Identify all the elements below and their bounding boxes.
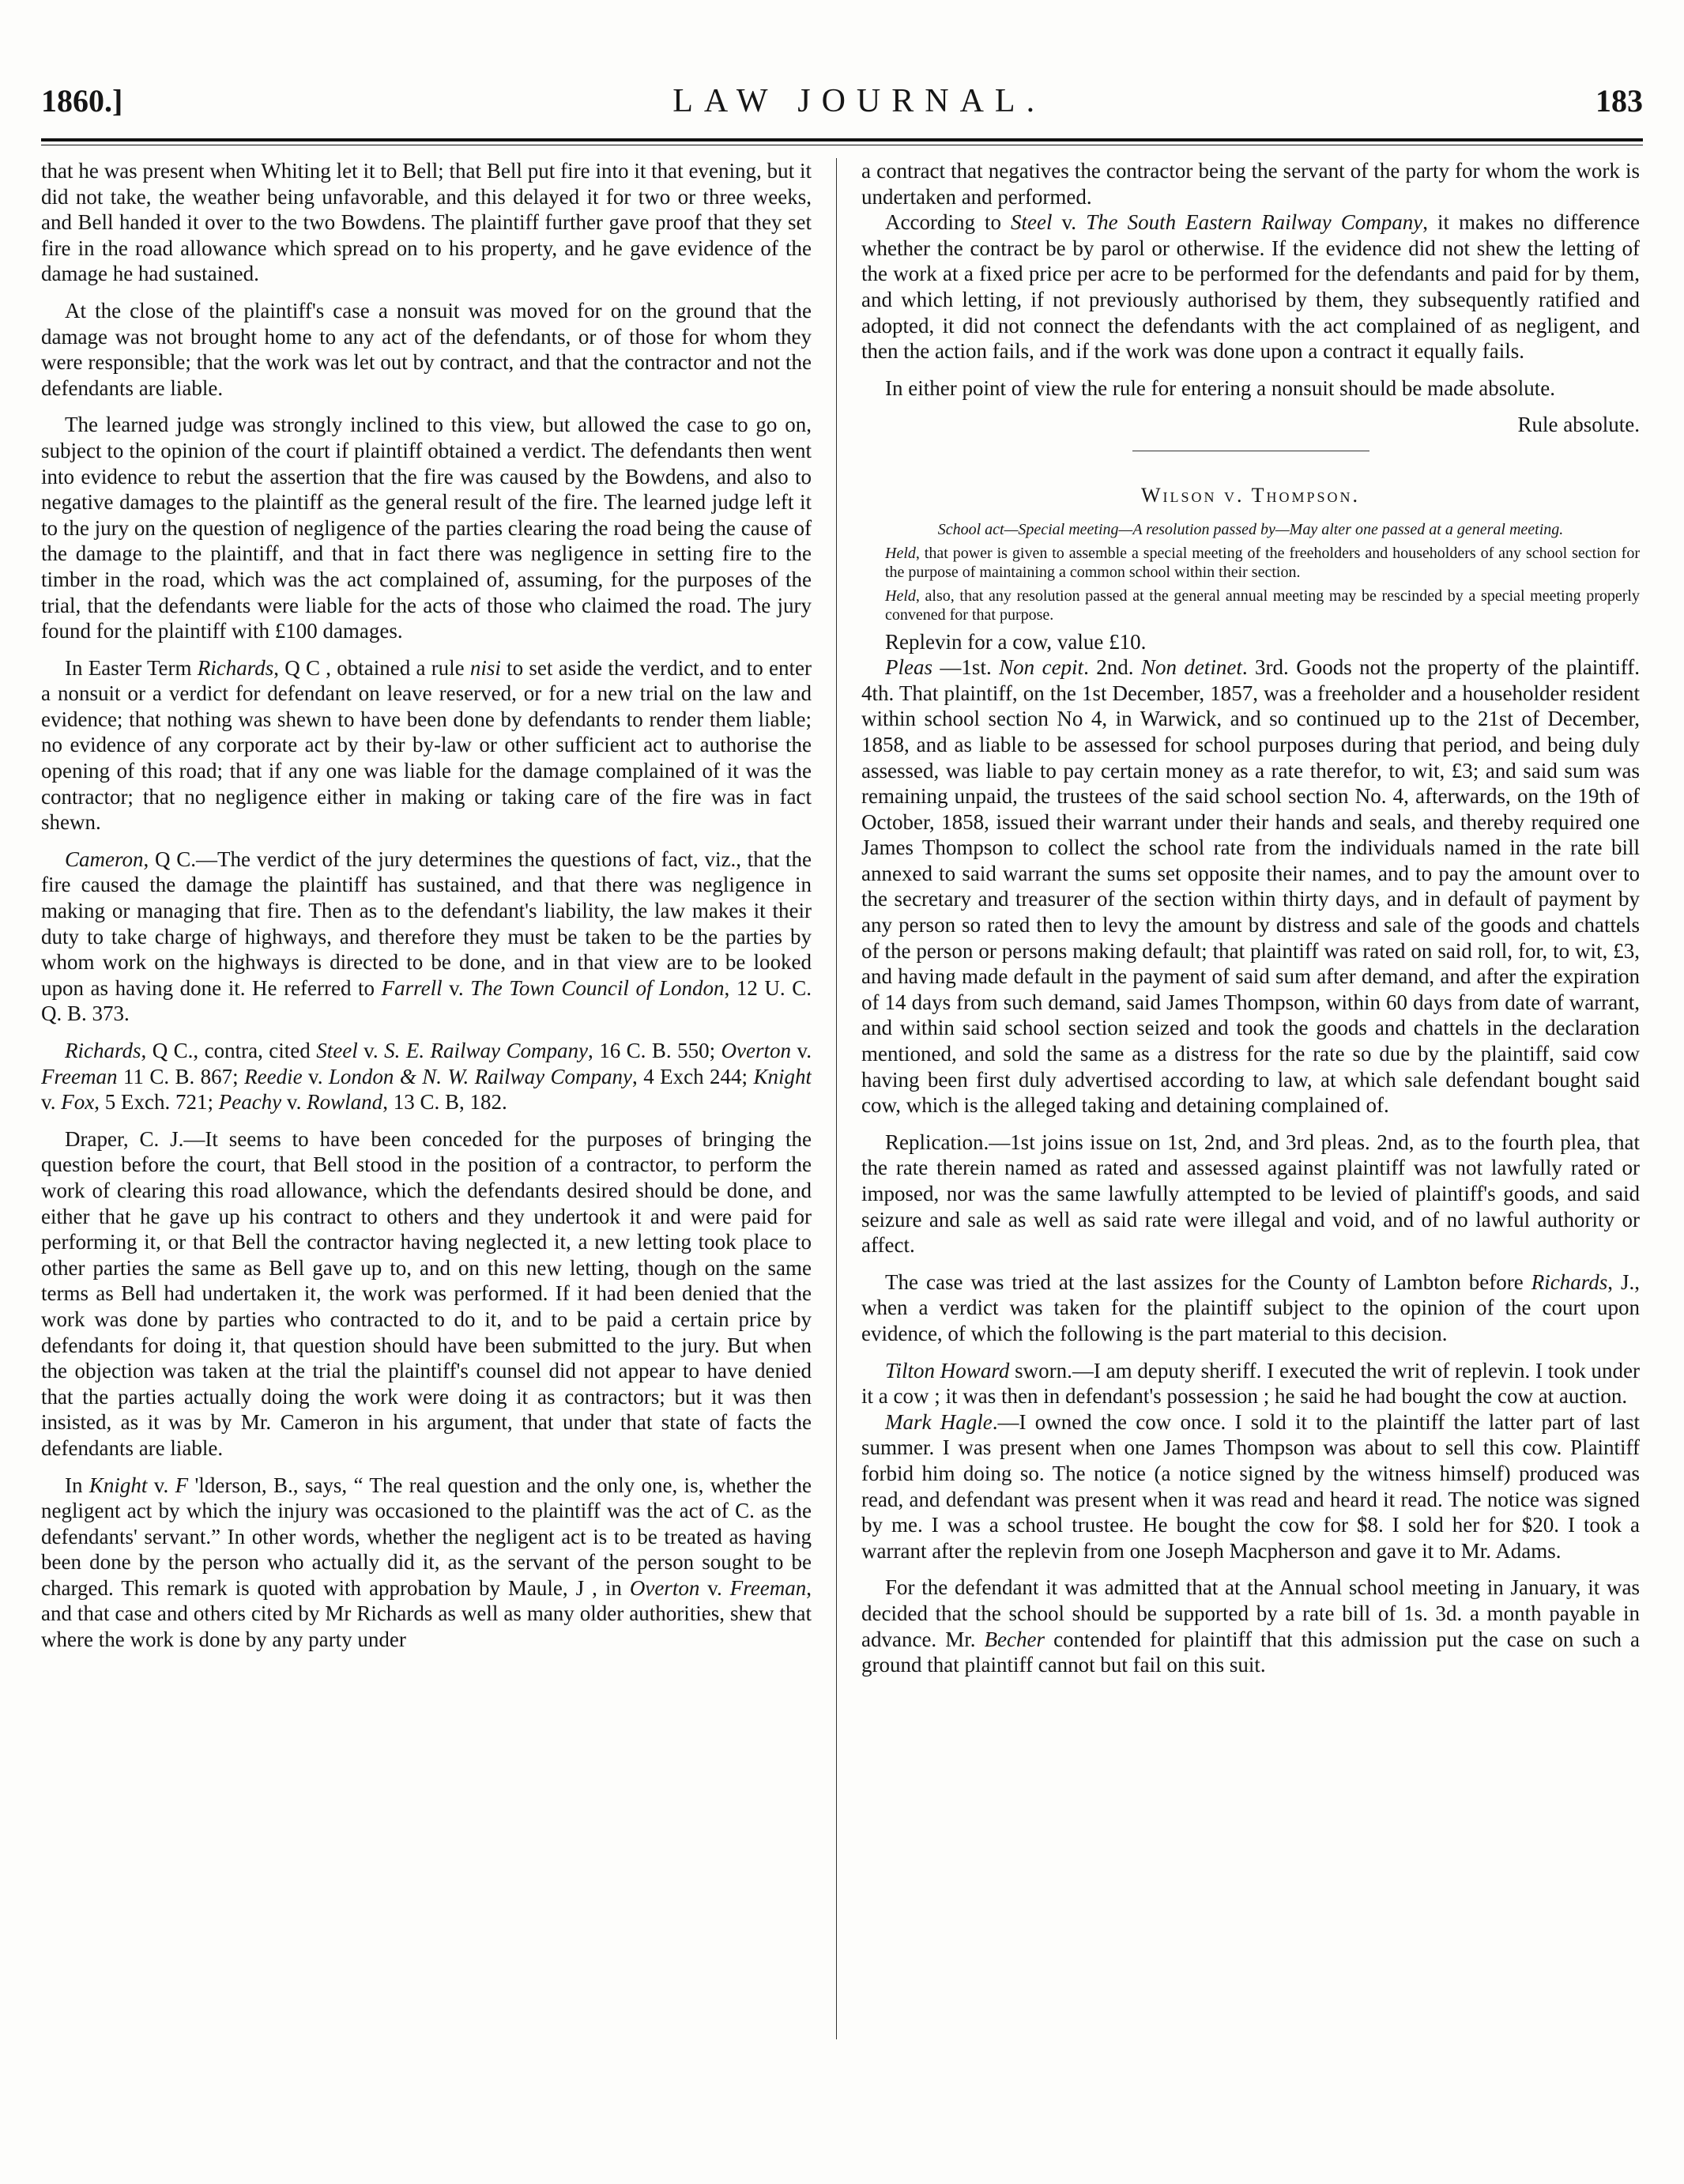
- italic-run: Peachy: [218, 1090, 282, 1115]
- paragraph: [41, 1126, 812, 1462]
- text-run: 11 C. B. 867;: [117, 1064, 245, 1088]
- text-run: v.: [357, 1039, 385, 1062]
- italic-run: Steel: [316, 1039, 358, 1062]
- text-run: For the defendant it was admitted that at the Annual school meeting in January, it was decided that the school should be supported by a rate bill of 1s. 3d. a month payable in advance. Mr.: [861, 1575, 1640, 1651]
- text-run: 'lderson, B., says, “ The real question and the only one, is, whether the negligent act by which the injury was occasioned to the plaintiff was the act of C. as the defendants' servant.” In other words, whether the negligent act is to be treated as having been done by the person who actually did it, as the servant of the person sought to be charged. This remark is quoted with approbation by Maule, J , in: [41, 1473, 812, 1600]
- italic-run: Steel: [1011, 210, 1053, 235]
- text-run: , Q C., contra, cited: [141, 1039, 317, 1062]
- paragraph: [41, 847, 812, 1027]
- text-run: . 2nd.: [1083, 655, 1141, 680]
- italic-run: F: [175, 1473, 189, 1497]
- text-run: v.: [442, 975, 471, 1000]
- paragraph: [861, 1575, 1640, 1677]
- text-run: . 3rd. Goods not the property of the plaintiff. 4th. That plaintiff, on the 1st December, 1857, was a freeholder and a householder resident within school section No 4, in Warwick, and so continued up to the 21st of December, 1858, and as liable to be assessed for school purposes during that period, and being duly assessed, was liable to pay certain money as a rate therefor, to wit, £3; and said sum was remaining unpaid, the trustees of the said school section No. 4, afterwards, on the 19th of October, 1858, issued their warrant under their hands and seals, and thereby required one James Thompson to collect the school rate from the individuals named in the rate bill annexed to said warrant the sums set opposite their names, and to pay the amount over to the secretary and treasurer of the section within thirty days, and in default of payment by any person so rated then to levy the amount by distress and sale of the goods and chattels of the person or persons making default; that plaintiff was rated on said roll, for, to wit, £3, and having made default in the payment of said sum after demand, and after the expiration of 14 days from such demand, said James Thompson, within 60 days from date of warrant, and within said school section seized and took the goods and chattels in the declaration mentioned, and sold the same as a distress for the rate so due by the plaintiff, said cow having been first duly advertised according to law, at which sale defendant bought said cow, which is the alleged taking and detaining complained of.: [861, 655, 1640, 1118]
- italic-run: Non cepit: [999, 655, 1084, 680]
- italic-run: Mark Hagle: [885, 1409, 993, 1434]
- paragraph: [861, 209, 1640, 364]
- paragraph: [861, 654, 1640, 1118]
- paragraph: [41, 655, 812, 836]
- text-run: Replevin for a cow, value £10.: [885, 629, 1147, 654]
- italic-run: Pleas: [885, 655, 932, 680]
- text-run: v.: [41, 1090, 62, 1115]
- italic-run: Overton: [721, 1039, 792, 1062]
- italic-run: Richards: [197, 655, 274, 680]
- held-note: [861, 544, 1640, 582]
- text-run: v.: [302, 1064, 329, 1088]
- text-run: , 12 U. C. Q. B. 373.: [41, 975, 812, 1026]
- text-run: , and that case and others cited by Mr Richards as well as many older authorities, shew that where the work is done by any party under: [41, 1575, 812, 1652]
- italic-run: Overton: [629, 1575, 700, 1600]
- italic-run: Freeman: [41, 1064, 118, 1088]
- italic-run: Tilton Howard: [885, 1358, 1010, 1382]
- text-run: , Q C.—The verdict of the jury determines the questions of fact, viz., that the fire caused the damage the plaintiff has sustained, and that there was negligence in making or managing that fire. Then as to the defendant's liability, the law makes it their duty to take charge of highways, and therefore they must be taken to be the parties by whom work on the highways is directed to be done, and in that view are to be looked upon as having done it. He referred to: [41, 847, 812, 1000]
- headnote: School act—Special meeting—A resolution passed by—May alter one passed at a general meeting.: [937, 520, 1564, 538]
- italic-run: Knight: [753, 1064, 812, 1088]
- italic-run: Fox: [61, 1090, 95, 1115]
- header-year: 1860.]: [41, 83, 123, 119]
- paragraph: [41, 1473, 812, 1653]
- italic-run: Richards: [65, 1039, 141, 1062]
- text-run: that he was present when Whiting let it to Bell; that Bell put fire into it that evening, but it did not take, the weather being unfavorable, and this delayed it for two or three weeks, and Bell handed it over to the two Bowdens. The plaintiff further gave proof that they set fire in the road allowance which spread on to his property, and he gave evidence of the damage he had sustained.: [41, 159, 812, 286]
- italic-run: Farrell: [381, 975, 443, 1000]
- text-run: v.: [791, 1039, 812, 1062]
- italic-run: nisi: [469, 655, 501, 680]
- italic-run: Richards: [1531, 1269, 1608, 1294]
- text-run: In: [65, 1473, 89, 1497]
- text-run: , J., when a verdict was taken for the plaintiff subject to the opinion of the court upon evidence, of which the following is the part material to this decision.: [861, 1269, 1640, 1345]
- page-number: 183: [1595, 83, 1643, 119]
- rule-result: Rule absolute.: [1517, 413, 1640, 437]
- text-run: v.: [147, 1473, 175, 1497]
- text-run: sworn.—I am deputy sheriff. I executed the writ of replevin. I took under it a cow ; it was then in defendant's possession ; he said he had bought the cow at auction.: [861, 1358, 1640, 1409]
- text-run: v.: [281, 1090, 307, 1115]
- text-run: In Easter Term: [65, 655, 198, 680]
- paragraph: [861, 629, 1640, 655]
- italic-run: London & N. W. Railway Company: [328, 1064, 633, 1088]
- paragraph: [861, 1409, 1640, 1564]
- text-run: , it makes no difference whether the contract be by parol or otherwise. If the evidence did not shew the letting of the work at a fixed price per acre to be performed for the defendants and paid for by them, and which letting, if not previously authorised by them, they subsequently ratified and adopted, it did not connect the defendants with the act complained of as negligent, and then the action fails, and if the work was done upon a contract it equally fails.: [861, 210, 1640, 364]
- italic-run: Cameron: [65, 847, 144, 871]
- text-run: , also, that any resolution passed at the general annual meeting may be rescinded by a special meeting properly convened for that purpose.: [885, 587, 1640, 624]
- paragraph: [41, 298, 812, 401]
- paragraph: [41, 1038, 812, 1115]
- italic-run: Held: [885, 544, 916, 562]
- page-header: [41, 82, 1643, 138]
- right-column: [861, 158, 1640, 2134]
- text-run: , Q C , obtained a rule: [273, 655, 470, 680]
- text-run: Draper, C. J.—It seems to have been conceded for the purposes of bringing the question before the court, that Bell stood in the position of a contractor, to perform the work of clearing this road allowance, which the defendants desired should be done, and either that he gave up his contract to others and they undertook it and were paid for performing it, or that Bell the contractor having neglected it, a new letting took place to other parties the same as Bell gave up to, and on this new letting, though on the same terms as Bell had undertaken it, the work was performed. If it had been denied that the work was done by parties who contracted to do it, and to be paid a certain price by defendants for doing it, that question should have been submitted to the jury. But when the objection was taken at the trial the plaintiff's counsel did not appear to have denied that the parties actually doing the work were doing it as contractors; but it was then insisted, as it was by Mr. Cameron in his argument, that under that state of facts the defendants are liable.: [41, 1126, 812, 1460]
- text-run: , that power is given to assemble a special meeting of the freeholders and householders of any school section for the purpose of maintaining a common school within their section.: [885, 544, 1640, 581]
- text-run: , 5 Exch. 721;: [94, 1090, 219, 1115]
- italic-run: S. E. Railway Company: [384, 1039, 588, 1062]
- left-column: [41, 158, 812, 2134]
- italic-run: The South Eastern Railway Company: [1086, 210, 1423, 235]
- italic-run: Rowland: [307, 1090, 383, 1115]
- paragraph: [861, 375, 1640, 402]
- text-run: contended for plaintiff that this admission put the case on such a ground that plaintiff cannot but fail on this suit.: [861, 1627, 1640, 1677]
- italic-run: Freeman: [729, 1575, 807, 1600]
- text-run: v.: [699, 1575, 730, 1600]
- italic-run: Held: [885, 587, 916, 605]
- paragraph: [861, 1130, 1640, 1258]
- text-run: , 4 Exch 244;: [632, 1064, 754, 1088]
- case-title: Wilson v. Thompson.: [1141, 483, 1360, 507]
- text-run: The learned judge was strongly inclined to this view, but allowed the case to go on, subject to the opinion of the court if plaintiff obtained a verdict. The defendants then went into evidence to rebut the assertion that the fire was caused by the Bowdens, and also to negative damages to the plaintiff as the general result of the fire. The learned judge left it to the jury on the question of negligence of the parties clearing the road being the cause of the damage to the plaintiff, and that in fact there was negligence in setting fire to the timber in the road, which was the act complained of, assuming, for the purposes of the trial, that the defendants were liable for the acts of those who claimed the road. The jury found for the plaintiff with £100 damages.: [41, 413, 812, 643]
- text-run: In either point of view the rule for entering a nonsuit should be made absolute.: [885, 375, 1556, 400]
- italic-run: The Town Council of London: [470, 975, 725, 1000]
- text-run: a contract that negatives the contractor being the servant of the party for whom the work is undertaken and performed.: [861, 159, 1640, 209]
- italic-run: Non detinet: [1140, 655, 1242, 680]
- text-run: Replication.—1st joins issue on 1st, 2nd, and 3rd pleas. 2nd, as to the fourth plea, that the rate therein named as rated and assessed against plaintiff was not lawfully rated or imposed, nor was the same lawfully attempted to be levied of plaintiff's goods, and said seizure and sale as well as said rate were illegal and void, and of no lawful authority or affect.: [861, 1130, 1640, 1258]
- paragraph: [861, 1358, 1640, 1409]
- held-note: [861, 587, 1640, 624]
- italic-run: Reedie: [244, 1064, 303, 1088]
- paragraph: [861, 1269, 1640, 1347]
- paragraph: [861, 158, 1640, 209]
- italic-run: Knight: [89, 1473, 148, 1497]
- italic-run: Becher: [984, 1627, 1045, 1651]
- text-run: According to: [885, 210, 1012, 235]
- text-run: .—I owned the cow once. I sold it to the plaintiff the latter part of last summer. I was present when one James Thompson was about to sell this cow. Plaintiff forbid him doing so. The notice (a notice signed by the witness himself) produced was read, and defendant was present when it was read and heard it read. The notice was signed by me. I was a school trustee. He bought the cow for $8. I sold her for $20. I took a warrant after the replevin from one Joseph Macpherson and gave it to Mr. Adams.: [861, 1409, 1640, 1563]
- text-run: to set aside the verdict, and to enter a nonsuit or a verdict for defendant on leave reserved, or for a new trial on the law and evidence; that nothing was shewn to have been done by defendants to render them liable; no evidence of any corporate act by their by-law or other sufficient act to authorise the opening of this road; that if any one was liable for the damage complained of it was the contractor; that no negligence either in making or taking care of the fire was in fact shewn.: [41, 655, 812, 835]
- text-run: At the close of the plaintiff's case a nonsuit was moved for on the ground that the damage was not brought home to any act of the defendants, or of those for whom they were responsible; that the work was let out by contract, and that the contractor and not the defendants are liable.: [41, 298, 812, 400]
- text-run: , 16 C. B. 550;: [587, 1039, 721, 1062]
- text-run: v.: [1052, 210, 1087, 235]
- journal-title: LAW JOURNAL.: [672, 83, 1046, 119]
- text-run: The case was tried at the last assizes for the County of Lambton before: [885, 1269, 1531, 1294]
- paragraph: [41, 158, 812, 287]
- header-rule-thick: [41, 138, 1643, 141]
- text-run: —1st.: [932, 655, 1000, 680]
- column-divider: [836, 158, 837, 2039]
- paragraph: [41, 412, 812, 643]
- text-run: , 13 C. B, 182.: [382, 1090, 507, 1115]
